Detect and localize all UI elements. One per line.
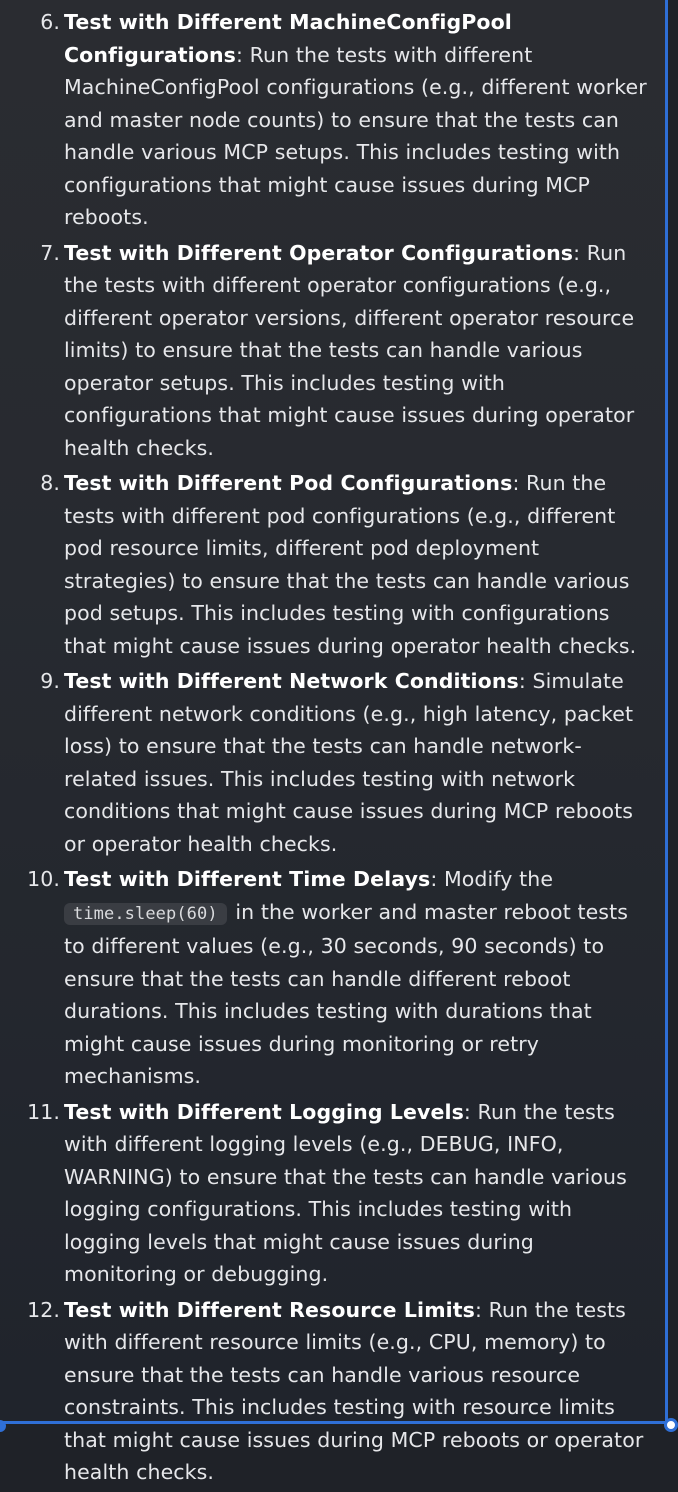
list-number: 7. [40, 240, 60, 265]
list-number: 8. [40, 471, 60, 495]
item-body: : Simulate different network conditions (e.g., high latency, packet loss) to ensure that the tests can handle network-related issues. This includes testing with network conditions that might cause issues during MCP reboots or operator health checks. [64, 669, 634, 856]
item-body: : Run the tests with different pod configurations (e.g., different pod resource limits, different pod deployment strategies) to ensure that the tests can handle various pod setups. This includes testing with configurations that might cause issues during operator health checks. [64, 471, 637, 658]
item-body: : Modify the [430, 867, 554, 891]
list-item [0, 237, 650, 465]
item-title: Test with Different MachineConfigPool Configurations [64, 10, 512, 67]
item-body: : Run the tests with different operator configurations (e.g., different operator versions, different operator resource limits) to ensure that the tests can handle various operator setups. This includes testing with configurations that might cause issues during operator health checks. [64, 240, 635, 460]
list-item [0, 6, 650, 234]
item-body: : Run the tests with different logging levels (e.g., DEBUG, INFO, WARNING) to ensure that the tests can handle various logging configurations. This includes testing with logging levels that might cause issues during monitoring or debugging. [64, 1099, 627, 1286]
item-body: : Run the tests with different MachineConfigPool configurations (e.g., different worker and master node counts) to ensure that the tests can handle various MCP setups. This includes testing with configurations that might cause issues during MCP reboots. [64, 42, 647, 229]
item-body: : Run the tests with different resource limits (e.g., CPU, memory) to ensure that the tests can handle various resource constraints. This includes testing with resource limits that might cause issues during MCP reboots or operator health checks. [64, 1297, 644, 1484]
item-title: Test with Different Network Conditions [64, 669, 519, 693]
list-number: 10. [27, 867, 60, 891]
list-item [0, 665, 650, 860]
inline-code: time.sleep(60) [64, 903, 227, 925]
item-body: in the worker and master reboot tests to different values (e.g., 30 seconds, 90 seconds) to ensure that the tests can handle different reboot durations. This includes testing with durations that might cause issues during monitoring or retry mechanisms. [64, 899, 628, 1088]
item-title: Test with Different Logging Levels [64, 1099, 464, 1124]
selection-handle-corner[interactable] [664, 1418, 678, 1432]
list-number: 12. [27, 1297, 60, 1322]
list-item [0, 1096, 650, 1291]
item-title: Test with Different Resource Limits [64, 1297, 475, 1322]
item-title: Test with Different Pod Configurations [64, 471, 513, 495]
list-number: 11. [27, 1099, 60, 1124]
list-number: 6. [40, 10, 60, 34]
item-title: Test with Different Time Delays [64, 867, 431, 891]
list-number: 9. [40, 669, 60, 693]
list-item [0, 467, 650, 662]
numbered-list [0, 6, 650, 1492]
item-title: Test with Different Operator Configurations [64, 240, 574, 265]
list-item [0, 1294, 650, 1489]
list-item [0, 863, 650, 1093]
